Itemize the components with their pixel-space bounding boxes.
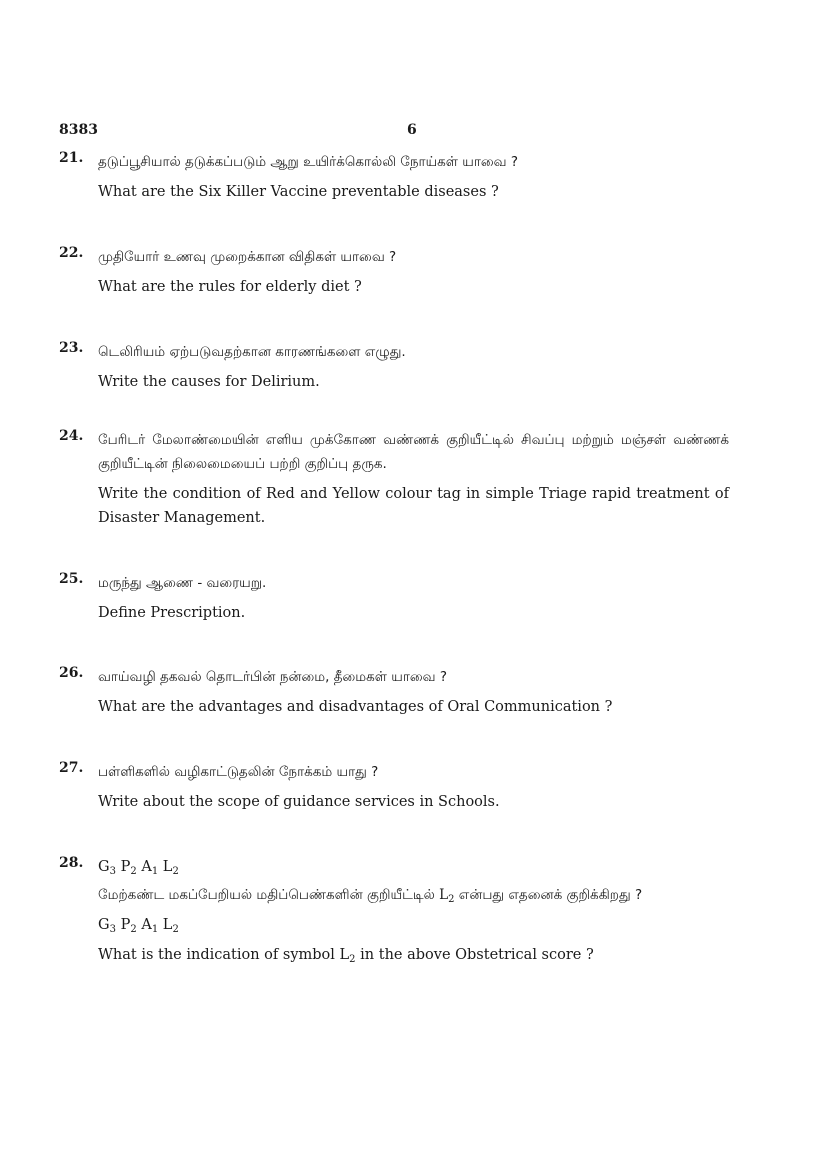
question-english: What are the rules for elderly diet ? <box>98 279 362 295</box>
question-28 <box>59 855 729 967</box>
question-number: 24. <box>59 428 84 444</box>
question-english: Define Prescription. <box>98 605 246 621</box>
question-number: 22. <box>59 245 84 261</box>
question-23 <box>59 340 729 394</box>
obstetric-formula-repeat: $G_3$ $P_2$ $A_1$ $L_2$ <box>98 917 179 935</box>
paper-code: 8383 <box>59 122 98 138</box>
obstetric-formula: $G_3$ $P_2$ $A_1$ $L_2$ <box>98 859 179 877</box>
question-tamil: பேரிடர் மேலாண்மையின் எளிய முக்கோண வண்ணக் குறியீட்டில் சிவப்பு மற்றும் மஞ்சள் வண்ணக் குறியீட்டின் நிலைமையைப் பற்றி குறிப்பு தருக. <box>98 432 729 472</box>
question-number: 28. <box>59 855 84 871</box>
page-header <box>59 122 729 142</box>
question-english: What are the Six Killer Vaccine preventable diseases ? <box>98 184 499 200</box>
question-tamil: மேற்கண்ட மகப்பேறியல் மதிப்பெண்களின் குறியீட்டில் $L_2$ என்பது எதனைக் குறிக்கிறது ? <box>98 887 643 905</box>
question-english: What are the advantages and disadvantages of Oral Communication ? <box>98 699 613 715</box>
question-english: Write about the scope of guidance services in Schools. <box>98 794 500 810</box>
page-number: 6 <box>407 122 417 138</box>
question-27 <box>59 760 729 814</box>
question-tamil: முதியோர் உணவு முறைக்கான விதிகள் யாவை ? <box>98 249 397 265</box>
question-tamil: தடுப்பூசியால் தடுக்கப்படும் ஆறு உயிர்க்கொல்லி நோய்கள் யாவை ? <box>98 154 519 170</box>
question-number: 21. <box>59 150 84 166</box>
question-26 <box>59 665 729 719</box>
question-number: 26. <box>59 665 84 681</box>
question-number: 27. <box>59 760 84 776</box>
question-english: Write the condition of Red and Yellow colour tag in simple Triage rapid treatment of Disaster Management. <box>98 486 729 526</box>
question-english: Write the causes for Delirium. <box>98 374 320 390</box>
question-tamil: மருந்து ஆணை - வரையறு. <box>98 575 267 591</box>
question-21 <box>59 150 729 204</box>
question-tamil: பள்ளிகளில் வழிகாட்டுதலின் நோக்கம் யாது ? <box>98 764 379 780</box>
question-tamil: டெலிரியம் ஏற்படுவதற்கான காரணங்களை எழுது. <box>98 344 406 360</box>
question-24 <box>59 428 729 530</box>
question-english: What is the indication of symbol $L_2$ in the above Obstetrical score ? <box>98 947 594 965</box>
question-number: 23. <box>59 340 84 356</box>
question-22 <box>59 245 729 299</box>
question-number: 25. <box>59 571 84 587</box>
question-25 <box>59 571 729 625</box>
question-tamil: வாய்வழி தகவல் தொடர்பின் நன்மை, தீமைகள் யாவை ? <box>98 669 448 685</box>
